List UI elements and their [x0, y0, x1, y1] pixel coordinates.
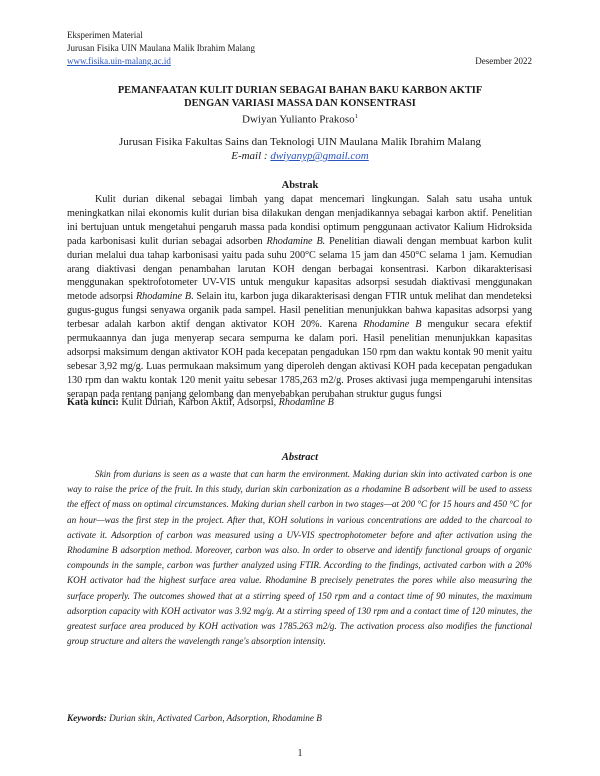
kata-kunci-text: Kulit Durian, Karbon Aktif, Adsorpsi, — [118, 397, 279, 408]
abstrak-body — [67, 193, 532, 402]
page-number: 1 — [297, 748, 303, 759]
abstrak-text-3: . Selain itu, karbon juga dikarakterisasi dengan FTIR untuk melihat dan mendeteksi gugus-gugus fungsi senyawa organik pada sampel. Hasil penelitian menunjukkan bahwa kapasitas adsorpsi yang terbesar adalah karbon aktif dengan aktivator KOH 20%. Karena — [67, 291, 532, 331]
title-line-2: DENGAN VARIASI MASSA DAN KONSENTRASI — [184, 98, 416, 109]
keywords-text: Durian skin, Activated Carbon, Adsorption, Rhodamine B — [106, 713, 322, 723]
author-name: Dwiyan Yulianto Prakoso — [242, 113, 355, 126]
institution-name: Jurusan Fisika UIN Maulana Malik Ibrahim Malang — [67, 43, 255, 53]
abstrak-text-2: Penelitian diawali dengan membuat karbon kulit durian melalui dua tahap karbonisasi yaitu pada suhu 200°C selama 15 jam dan 450°C selama 1 jam. Kemudian arang diaktivasi dengan penambahan larutan KOH dengan berbagai konsentrasi. Karbon dikarakterisasi menggunakan spektrofotometer UV-VIS untuk mengukur kapasitas adsorpsi sesudah diaktivasi menggunakan metode adsorpsi — [67, 235, 532, 303]
issue-date: Desember 2022 — [475, 56, 532, 66]
author-affiliation: Jurusan Fisika Fakultas Sains dan Teknologi UIN Maulana Malik Ibrahim Malang — [119, 136, 481, 148]
kata-kunci — [67, 396, 532, 409]
email-line — [60, 150, 540, 163]
website-link[interactable]: www.fisika.uin-malang.ac.id — [67, 56, 171, 66]
email-label: E-mail : — [231, 150, 271, 162]
abstract-body: Skin from durians is seen as a waste that can harm the environment. Making durian skin into activated carbon is one way to raise the price of the fruit. In this study, durian skin carbonization as a rhodamine B adsorbent will be used to assess the effect of mass on optimal circumstances. Making durian shell carbon in two stages—at 200 °C for 15 hours and 450 °C for an hour—was the first step in the project. After that, KOH solutions in various concentrations are added to the charcoal to activate it. Adsorption of carbon was measured using a UV-VIS spectrophotometer before and after activation using the Rhodamine B adsorption method. Moreover, carbon was also. In order to observe and identify functional groups of organic compounds in the sample, carbon was further analyzed using FTIR. According to the findings, activated carbon with a 20% KOH activator had the highest surface area value. Rhodamine B precisely penetrates the pores while also measuring the surface properly. The outcomes showed that at a stirring speed of 150 rpm and a contact time of 90 minutes, the maximum adsorption capacity with KOH activator was 3.92 mg/g. At a stirring speed of 130 rpm and a contact time of 120 minutes, the greatest surface area produced by KOH activation was 1785.263 m2/g. The activation process also modifies the functional group structure and alters the wavelength range's absorption intensity. — [67, 469, 532, 647]
title-line-1: PEMANFAATAN KULIT DURIAN SEBAGAI BAHAN BAKU KARBON AKTIF — [117, 85, 483, 96]
abstrak-emphasis-1: Rhodamine B. — [266, 235, 326, 247]
email-link[interactable]: dwiyanyp@gmail.com — [270, 150, 369, 162]
keywords-label: Keywords: — [67, 713, 107, 723]
abstrak-text-4: mengukur secara efektif permukaannya dan juga menyerap secara sempurna ke dalam pori. Hasil penelitian menunjukkan kapasitas adsorpsi maksimum dengan aktivator KOH pada kecepatan pengadukan 150 rpm dan waktu kontak 90 menit yaitu sebesar 3,92 mg/g. Luas permukaan maksimum yang diperoleh dengan aktivasi KOH pada kecepatan pengadukan 130 rpm dan waktu kontak 120 menit yaitu sebesar 1785,263 m2/g. Proses aktivasi juga mempengaruhi intensitas serapan pada rentang panjang gelombang dan menyebabkan perubahan struktur gugus fungsi — [67, 319, 532, 400]
abstrak-heading: Abstrak — [281, 180, 319, 191]
author-affiliation-mark: 1 — [354, 113, 358, 120]
abstrak-emphasis-3: Rhodamine B — [363, 319, 422, 331]
abstrak-text-1: Kulit durian dikenal sebagai limbah yang dapat mencemari lingkungan. Salah satu usaha untuk meningkatkan nilai ekonomis kulit durian bisa dilakukan dengan menjadikannya sebagai karbon aktif. Penelitian ini bertujuan untuk mengetahui pengaruh massa pada kondisi optimum penggunaan activator Kalium Hidroksida pada karbonisasi kulit durian sebagai adsorben — [67, 194, 532, 247]
keywords — [67, 712, 532, 724]
author-line — [60, 110, 540, 127]
abstract-heading — [60, 452, 540, 463]
abstrak-emphasis-2: Rhodamine B — [136, 291, 191, 303]
abstract-heading-text: Abstract — [281, 452, 319, 463]
paper-title — [60, 84, 540, 110]
journal-name: Eksperimen Material — [67, 30, 143, 40]
kata-kunci-emphasis: Rhodamine B — [278, 397, 334, 408]
kata-kunci-label: Kata kunci: — [67, 397, 119, 408]
